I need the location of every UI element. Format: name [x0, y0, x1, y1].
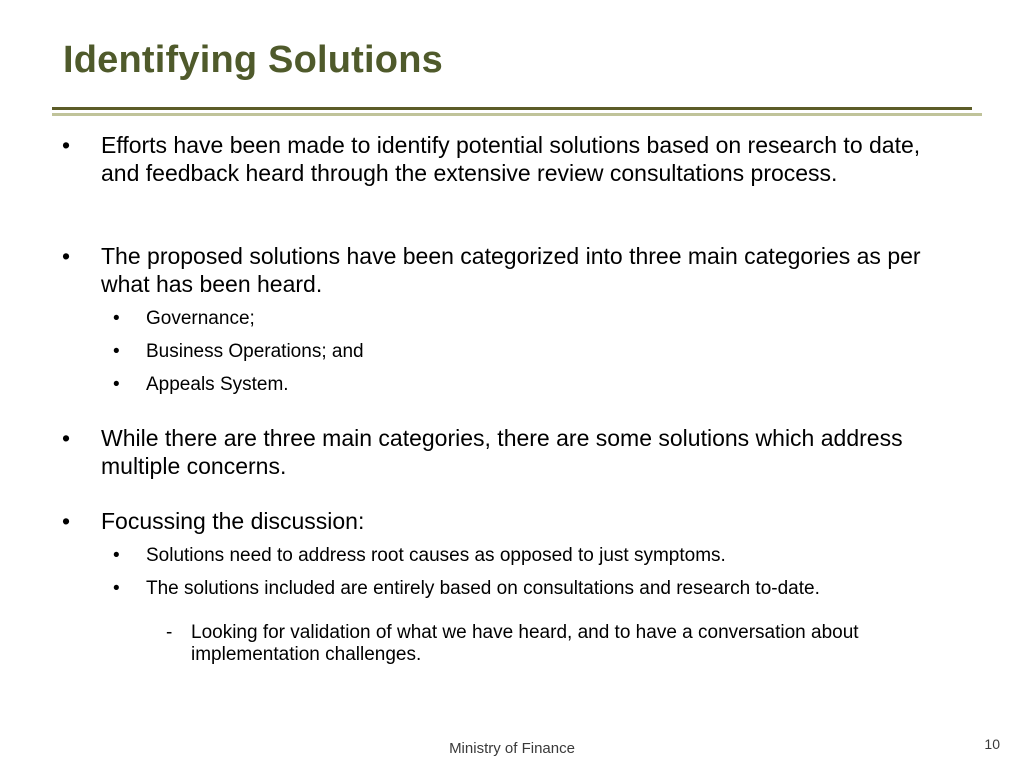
sub-bullet-item — [113, 307, 973, 331]
sub-bullet-text: Business Operations; and — [146, 341, 364, 362]
footer-organization: Ministry of Finance — [449, 740, 575, 757]
sub-bullet-item — [113, 544, 973, 568]
sub-sub-bullet-text: Looking for validation of what we have heard, and to have a conversation about implementation challenges. — [191, 622, 859, 665]
bullet-text: Focussing the discussion: — [101, 508, 365, 534]
bullet-marker: • — [113, 374, 120, 395]
bullet-text: Efforts have been made to identify potential solutions based on research to date, and feedback heard through the extensive review consultations process. — [101, 132, 921, 186]
sub-bullet-text: The solutions included are entirely based on consultations and research to-date. — [146, 578, 820, 599]
sub-bullet-text: Appeals System. — [146, 374, 289, 395]
bullet-marker: • — [62, 508, 71, 534]
bullet-marker: • — [113, 545, 120, 566]
sub-bullet-text: Governance; — [146, 308, 255, 329]
bullet-item — [62, 242, 952, 298]
bullet-item — [62, 507, 952, 535]
slide-title: Identifying Solutions — [63, 39, 443, 81]
bullet-text: The proposed solutions have been categorized into three main categories as per what has been heard. — [101, 243, 921, 297]
sub-bullet-item — [113, 577, 973, 601]
page-number: 10 — [984, 736, 1000, 752]
dash-marker: - — [166, 622, 173, 643]
sub-bullet-text: Solutions need to address root causes as opposed to just symptoms. — [146, 545, 726, 566]
bullet-marker: • — [113, 578, 120, 599]
title-divider-light — [52, 113, 982, 116]
sub-sub-bullet-item — [166, 622, 956, 666]
bullet-marker: • — [62, 243, 71, 269]
bullet-marker: • — [113, 341, 120, 362]
bullet-item — [62, 131, 952, 187]
sub-bullet-item — [113, 373, 973, 397]
bullet-marker: • — [62, 132, 71, 158]
bullet-marker: • — [62, 425, 71, 451]
bullet-item — [62, 424, 952, 480]
sub-bullet-item — [113, 340, 973, 364]
bullet-marker: • — [113, 308, 120, 329]
title-divider-dark — [52, 107, 972, 110]
bullet-text: While there are three main categories, there are some solutions which address multiple concerns. — [101, 425, 903, 479]
